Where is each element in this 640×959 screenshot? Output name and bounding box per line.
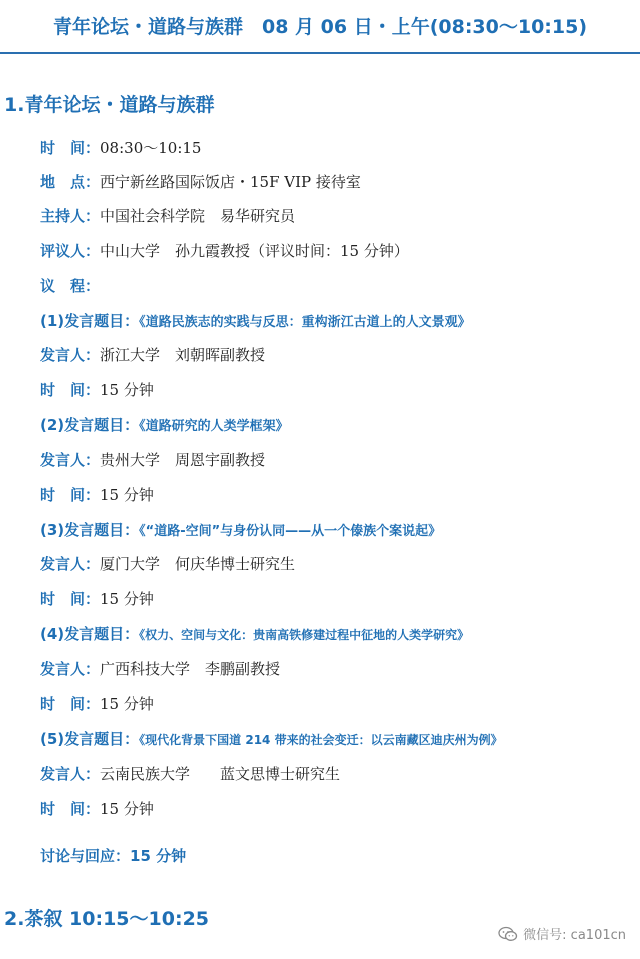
talk-3-time-label: 时 间： xyxy=(40,590,101,608)
page-header xyxy=(0,0,640,54)
agenda-row xyxy=(40,276,100,296)
talk-4-time: 15 分钟 xyxy=(100,695,154,713)
talk-4-speaker: 广西科技大学 李鹏副教授 xyxy=(100,660,281,678)
talk-4-topic-label: 发言题目： xyxy=(64,625,140,643)
venue-row xyxy=(40,172,361,192)
talk-4-time-label: 时 间： xyxy=(40,695,101,713)
venue-label: 地 点： xyxy=(40,173,101,191)
talk-5-topic-label: 发言题目： xyxy=(64,730,140,748)
talk-2-prefix: (2) xyxy=(40,416,65,434)
talk-2-title: 《道路研究的人类学框架》 xyxy=(139,419,289,434)
talk-3-time: 15 分钟 xyxy=(100,590,154,608)
host-label: 主持人： xyxy=(40,207,101,225)
talk-2-topic-label: 发言题目： xyxy=(64,416,140,434)
discussion-row xyxy=(40,846,186,866)
talk-1-time: 15 分钟 xyxy=(100,381,154,399)
talk-4-speaker-label: 发言人： xyxy=(40,660,101,678)
talk-2-time-row xyxy=(40,485,154,505)
talk-1-speaker-label: 发言人： xyxy=(40,346,101,364)
header-divider xyxy=(0,52,640,54)
discussant-row xyxy=(40,241,409,261)
discussant-label: 评议人： xyxy=(40,242,101,260)
talk-5-prefix: (5) xyxy=(40,730,65,748)
talk-1-time-row xyxy=(40,380,154,400)
discussion-text: 讨论与回应：15 分钟 xyxy=(40,847,187,865)
talk-5-speaker-row xyxy=(40,764,340,784)
host-value: 中国社会科学院 易华研究员 xyxy=(100,207,296,225)
wechat-icon xyxy=(498,926,518,942)
talk-5-time-row xyxy=(40,799,154,819)
talk-3-prefix: (3) xyxy=(40,521,65,539)
talk-3-speaker: 厦门大学 何庆华博士研究生 xyxy=(100,555,296,573)
talk-4-speaker-row xyxy=(40,659,280,679)
talk-1-time-label: 时 间： xyxy=(40,381,101,399)
talk-2-topic-row xyxy=(40,415,289,437)
talk-5-speaker-label: 发言人： xyxy=(40,765,101,783)
talk-3-time-row xyxy=(40,589,154,609)
section-2-title: 2.茶叙 10:15～10:25 xyxy=(4,908,210,930)
talk-1-topic-label: 发言题目： xyxy=(64,312,140,330)
talk-5-title: 《现代化背景下国道 214 带来的社会变迁：以云南藏区迪庆州为例》 xyxy=(139,733,503,747)
talk-3-topic-row xyxy=(40,520,441,542)
talk-2-time-label: 时 间： xyxy=(40,486,101,504)
talk-1-speaker: 浙江大学 刘朝晖副教授 xyxy=(100,346,266,364)
host-row xyxy=(40,206,295,226)
talk-5-topic-row xyxy=(40,729,503,750)
section-1-title: 1.青年论坛・道路与族群 xyxy=(4,94,215,116)
header-title: 青年论坛・道路与族群 08 月 06 日・上午(08:30～10:15) xyxy=(52,16,588,38)
talk-1-title: 《道路民族志的实践与反思：重构浙江古道上的人文景观》 xyxy=(139,315,471,330)
talk-5-time-label: 时 间： xyxy=(40,800,101,818)
talk-4-title: 《权力、空间与文化：贵南高铁修建过程中征地的人类学研究》 xyxy=(139,628,470,642)
talk-1-prefix: (1) xyxy=(40,312,65,330)
talk-3-topic-label: 发言题目： xyxy=(64,521,140,539)
talk-2-speaker-label: 发言人： xyxy=(40,451,101,469)
time-row xyxy=(40,138,201,158)
venue-value: 西宁新丝路国际饭店・15F VIP 接待室 xyxy=(100,173,361,191)
talk-1-speaker-row xyxy=(40,345,265,365)
talk-2-time: 15 分钟 xyxy=(100,486,154,504)
talk-4-topic-row xyxy=(40,624,469,645)
talk-4-prefix: (4) xyxy=(40,625,65,643)
talk-3-speaker-label: 发言人： xyxy=(40,555,101,573)
talk-3-title: 《“道路-空间”与身份认同——从一个傣族个案说起》 xyxy=(139,524,442,539)
talk-3-speaker-row xyxy=(40,554,295,574)
talk-5-time: 15 分钟 xyxy=(100,800,154,818)
time-value: 08:30～10:15 xyxy=(100,139,202,157)
time-label: 时 间： xyxy=(40,139,101,157)
watermark-text: 微信号: ca101cn xyxy=(523,928,626,943)
talk-1-topic-row xyxy=(40,311,471,333)
talk-4-time-row xyxy=(40,694,154,714)
wechat-watermark xyxy=(498,924,626,943)
talk-2-speaker-row xyxy=(40,450,265,470)
talk-2-speaker: 贵州大学 周恩宇副教授 xyxy=(100,451,266,469)
discussant-value: 中山大学 孙九霞教授（评议时间：15 分钟） xyxy=(100,242,409,260)
agenda-label: 议 程： xyxy=(40,277,101,295)
talk-5-speaker: 云南民族大学 蓝文思博士研究生 xyxy=(100,765,341,783)
